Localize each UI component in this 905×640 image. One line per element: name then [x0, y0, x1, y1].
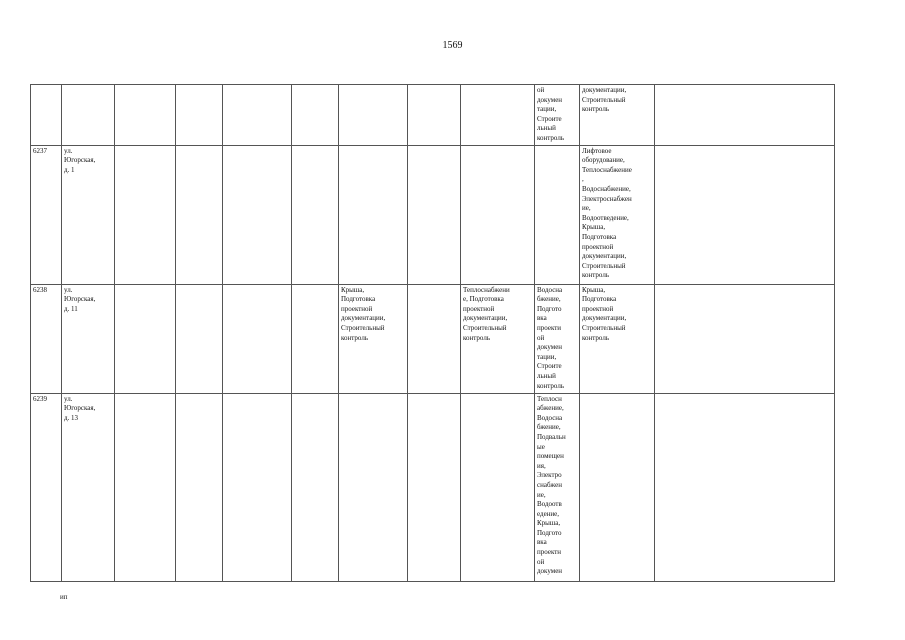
work-type-cell: [176, 284, 223, 393]
work-type-cell: [535, 284, 580, 393]
work-type-cell: [655, 85, 835, 146]
address-cell: [62, 85, 115, 146]
work-type-text: Теплосн абжение, Водосна бжение, Подвальн ые помещен ия, Электро снабжен ие, Водоотв едение, Крыша, Подгото вка проектн ой докумен: [537, 394, 566, 576]
work-type-cell: [223, 85, 292, 146]
table-row: [31, 85, 835, 146]
work-type-cell: [292, 393, 339, 581]
work-type-cell: [461, 85, 535, 146]
row-number-cell: 6239: [31, 393, 62, 581]
work-type-cell: [223, 145, 292, 284]
work-type-cell: [655, 393, 835, 581]
work-type-cell: [115, 393, 176, 581]
work-type-cell: [461, 393, 535, 581]
work-type-cell: [535, 393, 580, 581]
work-type-cell: [655, 145, 835, 284]
work-type-text: документации, Строительный контроль: [582, 86, 627, 114]
address-cell: [62, 393, 115, 581]
table-row: [31, 145, 835, 284]
work-type-cell: [292, 85, 339, 146]
work-type-cell: [339, 393, 408, 581]
work-type-text: Водосна бжение, Подгото вка проекти ой докумен тации, Строите льный контроль: [537, 285, 565, 390]
table-row: [31, 393, 835, 581]
work-type-cell: [408, 85, 461, 146]
address-text: ул. Югорская, д. 11: [64, 285, 96, 313]
work-type-cell: [580, 393, 655, 581]
address-text: ул. Югорская, д. 1: [64, 146, 96, 174]
work-type-cell: [408, 145, 461, 284]
work-type-cell: [339, 85, 408, 146]
work-type-cell: [176, 85, 223, 146]
address-text: ул. Югорская, д. 13: [64, 394, 96, 422]
work-type-cell: [115, 284, 176, 393]
works-table: [30, 84, 835, 582]
work-type-text: Лифтовое оборудование, Теплоснабжение , Водоснабжение, Электроснабжен ие, Водоотведение, Крыша, Подготовка проектной документации, Строительный контроль: [582, 146, 632, 280]
work-type-text: Крыша, Подготовка проектной документации, Строительный контроль: [341, 285, 386, 342]
work-type-cell: [461, 145, 535, 284]
work-type-cell: [339, 145, 408, 284]
work-type-cell: [292, 284, 339, 393]
work-type-cell: [176, 393, 223, 581]
table-row: [31, 284, 835, 393]
work-type-cell: [223, 393, 292, 581]
footer-mark: ип: [60, 593, 68, 601]
work-type-text: ой докумен тации, Строите льный контроль: [537, 86, 565, 142]
work-type-cell: [339, 284, 408, 393]
address-cell: [62, 284, 115, 393]
work-type-cell: [580, 85, 655, 146]
row-number-cell: 6238: [31, 284, 62, 393]
work-type-cell: [223, 284, 292, 393]
row-number-cell: [31, 85, 62, 146]
work-type-cell: [408, 284, 461, 393]
work-type-cell: [535, 85, 580, 146]
work-type-cell: [292, 145, 339, 284]
work-type-cell: [176, 145, 223, 284]
work-type-text: Теплоснабжени е, Подготовка проектной документации, Строительный контроль: [463, 285, 510, 342]
address-cell: [62, 145, 115, 284]
work-type-cell: [655, 284, 835, 393]
work-type-cell: [115, 85, 176, 146]
work-type-cell: [115, 145, 176, 284]
work-type-cell: [461, 284, 535, 393]
work-type-text: Крыша, Подготовка проектной документации, Строительный контроль: [582, 285, 627, 342]
work-type-cell: [580, 284, 655, 393]
work-type-cell: [408, 393, 461, 581]
work-type-cell: [535, 145, 580, 284]
page-number: 1569: [442, 40, 463, 51]
row-number-cell: 6237: [31, 145, 62, 284]
work-type-cell: [580, 145, 655, 284]
